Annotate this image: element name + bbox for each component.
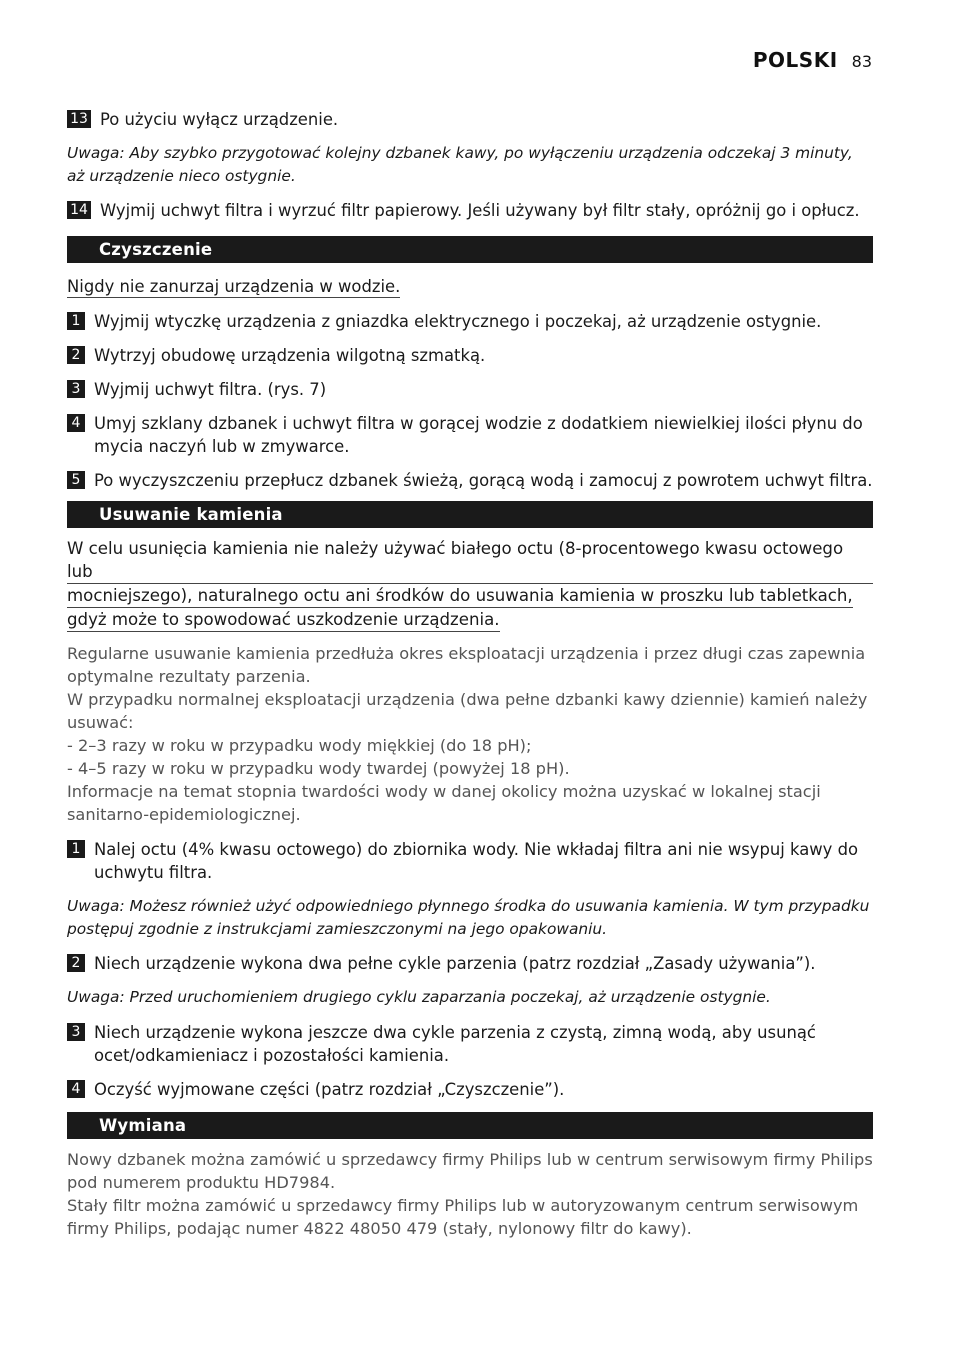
step-text: Po wyczyszczeniu przepłucz dzbanek świeżą, gorącą wodą i zamocuj z powrotem uchwyt filtra. bbox=[94, 471, 873, 490]
step-number: 4 bbox=[67, 414, 85, 432]
page-header bbox=[753, 48, 872, 72]
replacement-info bbox=[67, 1148, 873, 1240]
cleaning-warning bbox=[67, 275, 873, 298]
info-list-item: - 4–5 razy w roku w przypadku wody twardej (powyżej 18 pH). bbox=[67, 759, 570, 778]
step-number: 13 bbox=[67, 110, 91, 128]
note-second-cycle: Uwaga: Przed uruchomieniem drugiego cyklu zaparzania poczekaj, aż urządzenie ostygnie. bbox=[67, 988, 771, 1006]
step-text: Wyjmij wtyczkę urządzenia z gniazdka elektrycznego i poczekaj, aż urządzenie ostygnie. bbox=[94, 312, 822, 331]
info-paragraph: Regularne usuwanie kamienia przedłuża okres eksploatacji urządzenia i przez długi czas zapewnia optymalne rezultaty parzenia. bbox=[67, 644, 866, 686]
step-number: 3 bbox=[67, 1023, 85, 1041]
info-list-item: - 2–3 razy w roku w przypadku wody miękkiej (do 18 pH); bbox=[67, 736, 532, 755]
step-14 bbox=[67, 199, 873, 222]
step-number: 1 bbox=[67, 312, 85, 330]
cleaning-step-5 bbox=[67, 469, 873, 492]
descaling-step-1 bbox=[67, 838, 873, 884]
warning-text: Nigdy nie zanurzaj urządzenia w wodzie. bbox=[67, 277, 401, 296]
note-liquid-descaler: Uwaga: Możesz również użyć odpowiedniego płynnego środka do usuwania kamienia. W tym przypadku postępuj zgodnie z instrukcjami zamieszczonymi na jego opakowaniu. bbox=[67, 897, 870, 938]
descaling-info bbox=[67, 642, 873, 826]
descaling-step-4 bbox=[67, 1078, 873, 1101]
step-text: Po użyciu wyłącz urządzenie. bbox=[100, 110, 339, 129]
page-number: 83 bbox=[851, 52, 872, 71]
step-number: 1 bbox=[67, 840, 85, 858]
step-text: Wyjmij uchwyt filtra. (rys. 7) bbox=[94, 380, 327, 399]
descaling-warning bbox=[67, 537, 873, 632]
cleaning-step-4 bbox=[67, 412, 873, 458]
step-text: Niech urządzenie wykona jeszcze dwa cykle parzenia z czystą, zimną wodą, aby usunąć ocet/odkamieniacz i pozostałości kamienia. bbox=[94, 1022, 816, 1065]
section-heading-cleaning: Czyszczenie bbox=[67, 236, 873, 263]
step-number: 2 bbox=[67, 346, 85, 364]
cleaning-step-1 bbox=[67, 310, 873, 333]
step-number: 2 bbox=[67, 954, 85, 972]
step-text: Nalej octu (4% kwasu octowego) do zbiornika wody. Nie wkładaj filtra ani nie wsypuj kawy do uchwytu filtra. bbox=[94, 840, 859, 882]
language-label: POLSKI bbox=[752, 48, 838, 72]
step-text: Wytrzyj obudowę urządzenia wilgotną szmatką. bbox=[94, 346, 486, 365]
step-number: 4 bbox=[67, 1080, 85, 1098]
warning-line: mocniejszego), naturalnego octu ani środków do usuwania kamienia w proszku lub tabletkach, bbox=[67, 584, 853, 608]
warning-line: W celu usunięcia kamienia nie należy używać białego octu (8-procentowego kwasu octowego lub bbox=[67, 537, 873, 584]
step-text: Wyjmij uchwyt filtra i wyrzuć filtr papierowy. Jeśli używany był filtr stały, opróżnij go i opłucz. bbox=[100, 201, 860, 220]
warning-line: gdyż może to spowodować uszkodzenie urządzenia. bbox=[67, 608, 500, 632]
section-heading-descaling: Usuwanie kamienia bbox=[67, 501, 873, 528]
step-number: 3 bbox=[67, 380, 85, 398]
descaling-step-2 bbox=[67, 952, 873, 975]
step-number: 5 bbox=[67, 471, 85, 489]
step-text: Oczyść wyjmowane części (patrz rozdział „Czyszczenie”). bbox=[94, 1079, 565, 1099]
step-text: Umyj szklany dzbanek i uchwyt filtra w gorącej wodzie z dodatkiem niewielkiej ilości płynu do mycia naczyń lub w zmywarce. bbox=[94, 414, 863, 456]
info-paragraph: W przypadku normalnej eksploatacji urządzenia (dwa pełne dzbanki kawy dziennie) kamień należy usuwać: bbox=[67, 690, 868, 732]
info-paragraph: Nowy dzbanek można zamówić u sprzedawcy firmy Philips lub w centrum serwisowym firmy Philips pod numerem produktu HD7984. bbox=[67, 1149, 873, 1192]
cleaning-step-3 bbox=[67, 378, 873, 401]
step-text: Niech urządzenie wykona dwa pełne cykle parzenia (patrz rozdział „Zasady używania”). bbox=[94, 954, 816, 973]
cleaning-step-2 bbox=[67, 344, 873, 367]
descaling-step-3 bbox=[67, 1021, 873, 1067]
info-paragraph: Informacje na temat stopnia twardości wody w danej okolicy można uzyskać w lokalnej stacji sanitarno-epidemiologicznej. bbox=[67, 782, 821, 824]
page-content bbox=[67, 108, 873, 1252]
step-number: 14 bbox=[67, 201, 91, 219]
step-13 bbox=[67, 108, 873, 131]
note-cool-down: Uwaga: Aby szybko przygotować kolejny dzbanek kawy, po wyłączeniu urządzenia odczekaj 3 minuty, aż urządzenie nieco ostygnie. bbox=[67, 144, 853, 185]
section-heading-replacement: Wymiana bbox=[67, 1112, 873, 1139]
info-paragraph: Stały filtr można zamówić u sprzedawcy firmy Philips lub w autoryzowanym centrum serwisowym firmy Philips, podając numer 4822 48050 479 (stały, nylonowy filtr do kawy). bbox=[67, 1195, 859, 1238]
